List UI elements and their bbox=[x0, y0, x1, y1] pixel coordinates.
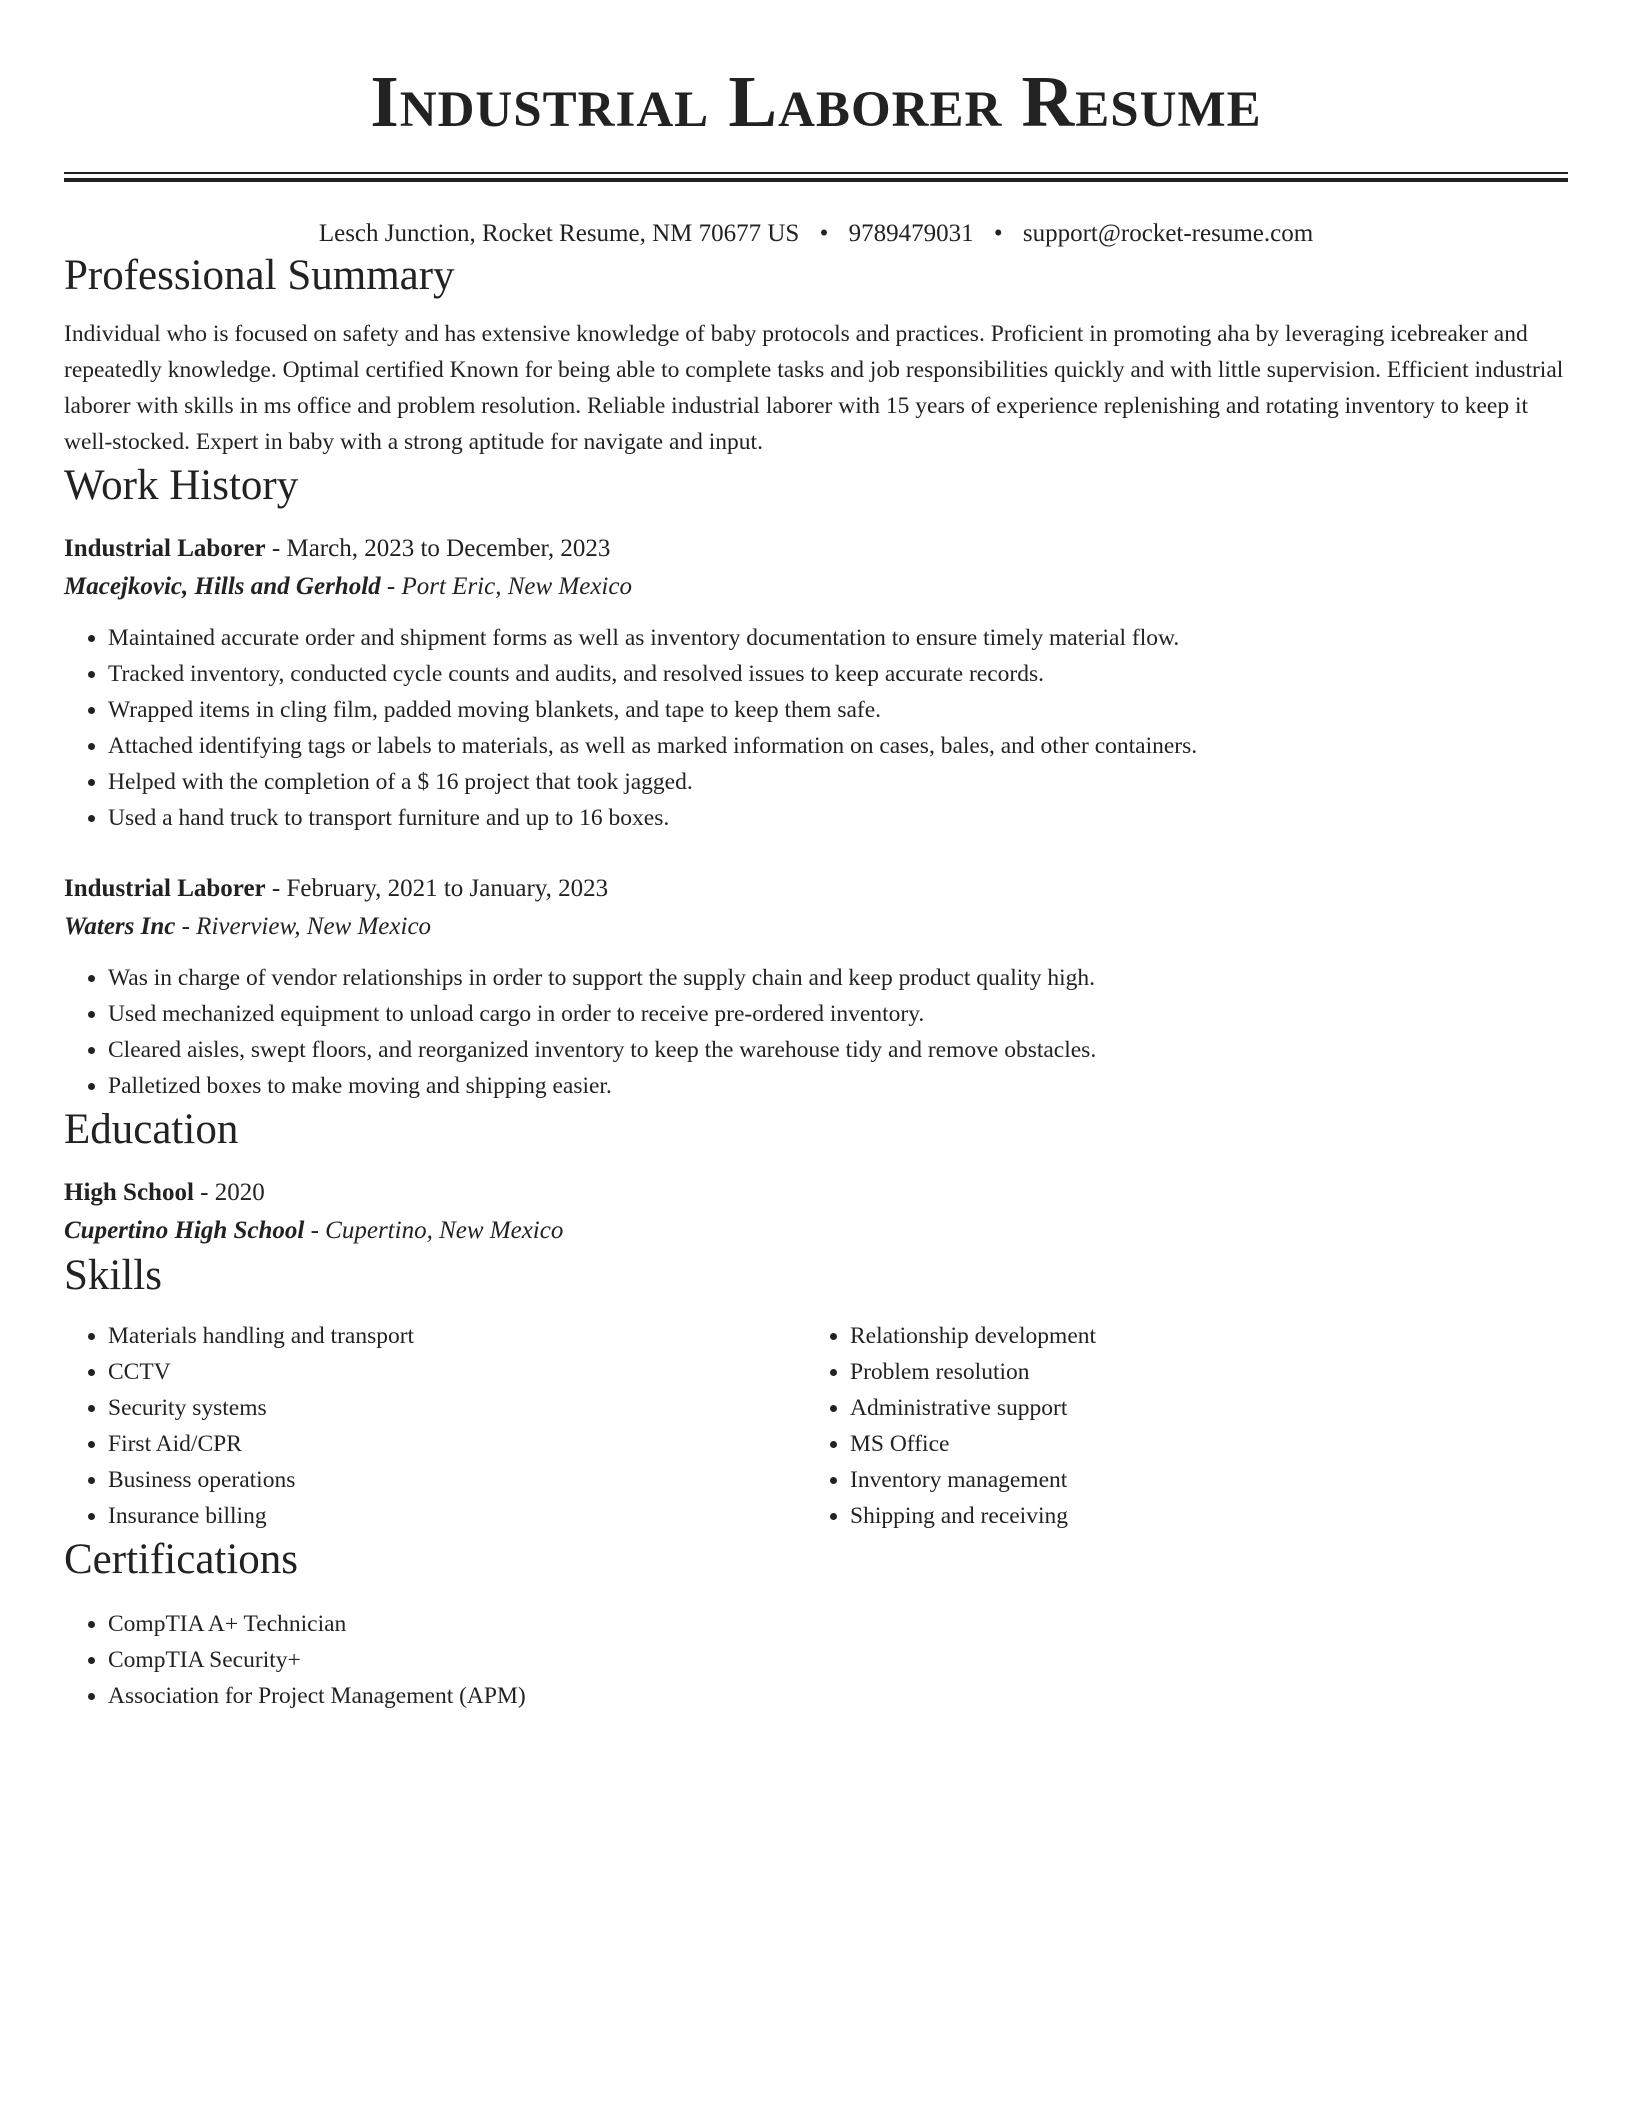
skills-grid bbox=[64, 1318, 1568, 1534]
list-item: • Was in charge of vendor relationships in order to support the supply chain and keep product quality high. bbox=[108, 960, 1568, 996]
skill-item: • Business operations bbox=[108, 1462, 806, 1498]
job-dates: - March, 2023 to December, 2023 bbox=[265, 535, 611, 562]
job-role: Industrial Laborer bbox=[64, 535, 266, 562]
certifications-list bbox=[64, 1606, 1568, 1714]
job-company-line bbox=[64, 568, 1568, 606]
skills-heading: Skills bbox=[64, 1252, 162, 1299]
list-item: • Used a hand truck to transport furniture and up to 16 boxes. bbox=[108, 800, 1568, 836]
certification-item: • CompTIA Security+ bbox=[108, 1642, 1568, 1678]
skill-item: • MS Office bbox=[850, 1426, 1548, 1462]
title-divider bbox=[64, 172, 1568, 182]
job-bullet-list bbox=[64, 960, 1568, 1104]
education-year: - 2020 bbox=[193, 1179, 265, 1206]
skill-item: • Relationship development bbox=[850, 1318, 1548, 1354]
job-company-line bbox=[64, 908, 1568, 946]
skill-item: • Inventory management bbox=[850, 1462, 1548, 1498]
list-item: • Palletized boxes to make moving and shipping easier. bbox=[108, 1068, 1568, 1104]
list-item: • Cleared aisles, swept floors, and reorganized inventory to keep the warehouse tidy and remove obstacles. bbox=[108, 1032, 1568, 1068]
job-title-line bbox=[64, 870, 1568, 908]
job-location: - Port Eric, New Mexico bbox=[380, 573, 632, 600]
education-degree-line bbox=[64, 1174, 1568, 1212]
education-school-line bbox=[64, 1212, 1568, 1250]
job-bullet-list bbox=[64, 620, 1568, 836]
contact-separator: • bbox=[993, 220, 1003, 247]
list-item: • Wrapped items in cling film, padded moving blankets, and tape to keep them safe. bbox=[108, 692, 1568, 728]
job-company: Waters Inc bbox=[64, 913, 176, 940]
skill-item: • CCTV bbox=[108, 1354, 806, 1390]
skill-item: • Administrative support bbox=[850, 1390, 1548, 1426]
skill-item: • Materials handling and transport bbox=[108, 1318, 806, 1354]
skill-item: • Insurance billing bbox=[108, 1498, 806, 1534]
skill-item: • Shipping and receiving bbox=[850, 1498, 1548, 1534]
summary-heading: Professional Summary bbox=[64, 252, 455, 299]
skill-item: • Problem resolution bbox=[850, 1354, 1548, 1390]
contact-email: support@rocket-resume.com bbox=[1022, 220, 1314, 247]
skill-item: • Security systems bbox=[108, 1390, 806, 1426]
skill-item: • First Aid/CPR bbox=[108, 1426, 806, 1462]
contact-address: Lesch Junction, Rocket Resume, NM 70677 US bbox=[318, 220, 800, 247]
job-entry bbox=[64, 870, 1568, 1104]
education-heading: Education bbox=[64, 1106, 239, 1153]
resume-title: Industrial Laborer Resume bbox=[370, 61, 1262, 142]
contact-separator: • bbox=[819, 220, 829, 247]
education-school: Cupertino High School bbox=[64, 1217, 305, 1244]
certifications-heading: Certifications bbox=[64, 1536, 299, 1583]
education-degree: High School bbox=[64, 1179, 194, 1206]
list-item: • Tracked inventory, conducted cycle counts and audits, and resolved issues to keep accurate records. bbox=[108, 656, 1568, 692]
summary-text: Individual who is focused on safety and has extensive knowledge of baby protocols and practices. Proficient in promoting aha by leveraging icebreaker and repeatedly knowledge. Optimal certified Known for being able to complete tasks and job responsibilities quickly and with little supervision. Efficient industrial laborer with skills in ms office and problem resolution. Reliable industrial laborer with 15 years of experience replenishing and rotating inventory to keep it well-stocked. Expert in baby with a strong aptitude for navigate and input. bbox=[64, 321, 1564, 455]
job-dates: - February, 2021 to January, 2023 bbox=[265, 875, 609, 902]
work-history-heading: Work History bbox=[64, 462, 299, 509]
job-location: - Riverview, New Mexico bbox=[175, 913, 432, 940]
job-entry bbox=[64, 530, 1568, 836]
education-location: - Cupertino, New Mexico bbox=[304, 1217, 564, 1244]
job-title-line bbox=[64, 530, 1568, 568]
skills-list-left bbox=[64, 1318, 806, 1534]
contact-line bbox=[64, 218, 1568, 250]
skills-list-right bbox=[806, 1318, 1548, 1534]
list-item: • Attached identifying tags or labels to materials, as well as marked information on cases, bales, and other containers. bbox=[108, 728, 1568, 764]
certification-item: • CompTIA A+ Technician bbox=[108, 1606, 1568, 1642]
certification-item: • Association for Project Management (APM) bbox=[108, 1678, 1568, 1714]
job-company: Macejkovic, Hills and Gerhold bbox=[64, 573, 381, 600]
list-item: • Used mechanized equipment to unload cargo in order to receive pre-ordered inventory. bbox=[108, 996, 1568, 1032]
list-item: • Helped with the completion of a $ 16 project that took jagged. bbox=[108, 764, 1568, 800]
job-role: Industrial Laborer bbox=[64, 875, 266, 902]
contact-phone: 9789479031 bbox=[848, 220, 974, 247]
list-item: • Maintained accurate order and shipment forms as well as inventory documentation to ensure timely material flow. bbox=[108, 620, 1568, 656]
education-entry bbox=[64, 1174, 1568, 1250]
